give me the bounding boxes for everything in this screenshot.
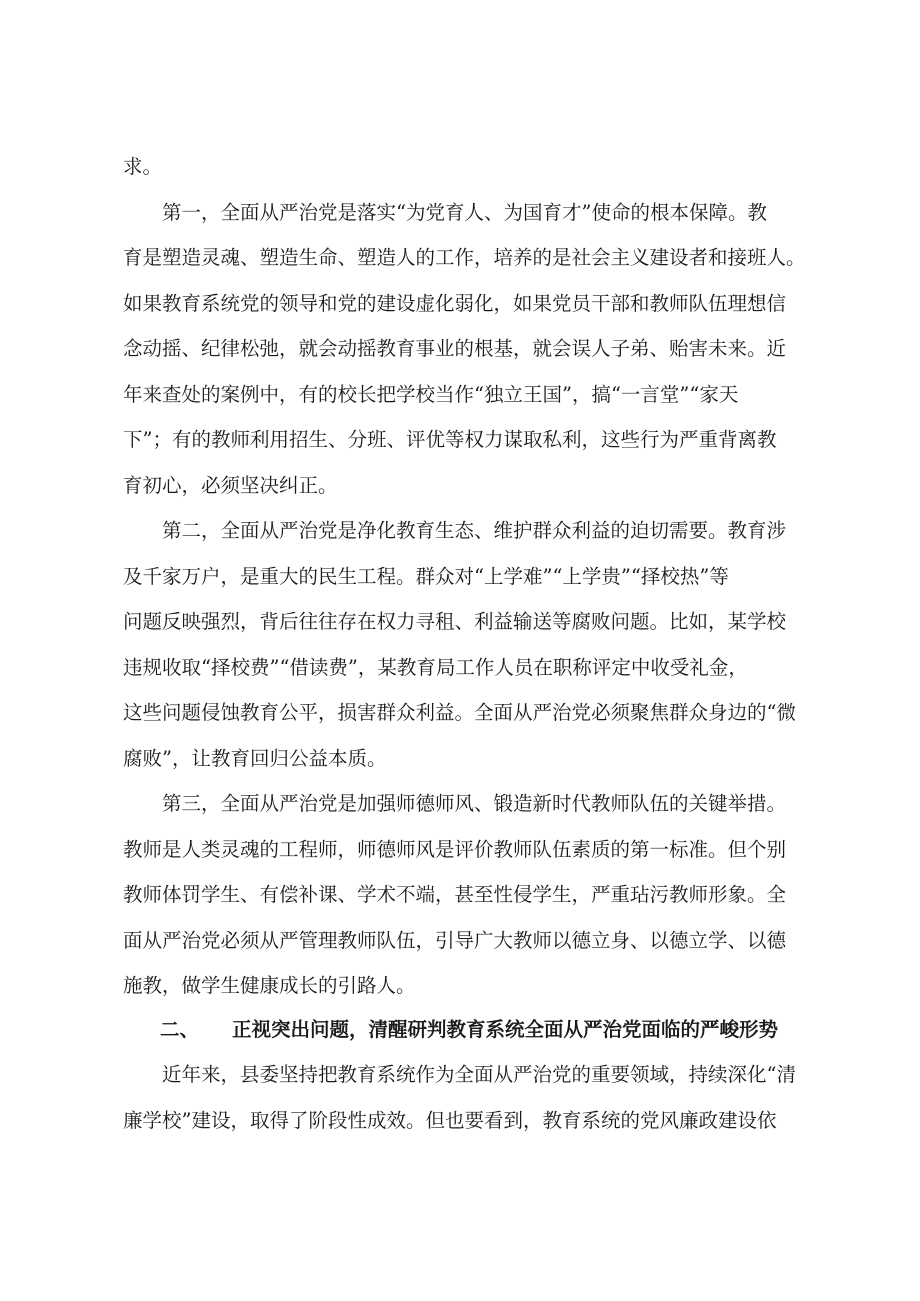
text-line: 问题反映强烈，背后往往存在权力寻租、利益输送等腐败问题。比如，某学校 [123, 610, 787, 633]
text-line: 近年来，县委坚持把教育系统作为全面从严治党的重要领域，持续深化“清 [123, 1063, 796, 1086]
text-line: 教师体罚学生、有偿补课、学术不端，甚至性侵学生，严重玷污教师形象。全 [123, 883, 787, 906]
text-line: 施教，做学生健康成长的引路人。 [123, 974, 416, 997]
text-line: 求。 [123, 155, 163, 178]
text-line: 年来查处的案例中，有的校长把学校当作“独立王国”，搞“一言堂”“家天 [123, 383, 739, 406]
text-line: 腐败”，让教育回归公益本质。 [123, 747, 387, 770]
text-line: 第一，全面从严治党是落实“为党育人、为国育才”使命的根本保障。教 [123, 201, 767, 224]
text-line: 面从严治党必须从严管理教师队伍，引导广大教师以德立身、以德立学、以德 [123, 929, 787, 952]
text-line: 及千家万户，是重大的民生工程。群众对“上学难”“上学贵”“择校热”等 [123, 565, 729, 588]
text-line: 教师是人类灵魂的工程师，师德师风是评价教师队伍素质的第一标准。但个别 [123, 838, 787, 861]
text-line: 念动摇、纪律松弛，就会动摇教育事业的根基，就会误人子弟、贻害未来。近 [123, 337, 787, 360]
text-line: 育初心，必须坚决纠正。 [123, 474, 338, 497]
section-heading [160, 1018, 830, 1042]
section-title: 正视突出问题，清醒研判教育系统全面从严治党面临的严峻形势 [232, 1018, 779, 1041]
text-line: 如果教育系统党的领导和党的建设虚化弱化，如果党员干部和教师队伍理想信 [123, 292, 787, 315]
text-line: 廉学校”建设，取得了阶段性成效。但也要看到，教育系统的党风廉政建设依 [123, 1109, 777, 1132]
text-line: 违规收取“择校费”“借读费”，某教育局工作人员在职称评定中收受礼金， [123, 656, 748, 679]
text-line: 第二，全面从严治党是净化教育生态、维护群众利益的迫切需要。教育涉 [123, 519, 787, 542]
text-line: 第三，全面从严治党是加强师德师风、锻造新时代教师队伍的关键举措。 [123, 792, 787, 815]
text-line: 下”；有的教师利用招生、分班、评优等权力谋取私利，这些行为严重背离教 [123, 428, 777, 451]
section-number: 二、 [160, 1018, 200, 1041]
text-line: 育是塑造灵魂、塑造生命、塑造人的工作，培养的是社会主义建设者和接班人。 [123, 246, 806, 269]
text-line: 这些问题侵蚀教育公平，损害群众利益。全面从严治党必须聚焦群众身边的“微 [123, 701, 796, 724]
